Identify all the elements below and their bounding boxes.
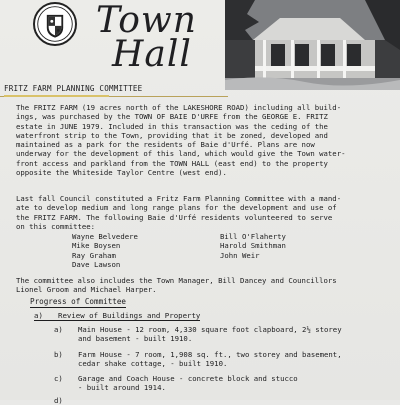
title-hall: Hall xyxy=(112,34,192,75)
committee-member: Dave Lawson xyxy=(72,259,121,269)
town-hall-photo xyxy=(225,0,400,90)
list-item-text: Farm House - 7 room, 1,908 sq. ft., two storey and basement, cedar shake cottage, - built 1910. xyxy=(78,350,342,369)
committee-member: Wayne Belvedere xyxy=(72,232,138,241)
committee-member: John Weir xyxy=(220,250,260,260)
section-heading: FRITZ FARM PLANNING COMMITTEE xyxy=(4,84,143,93)
list-item-text: Garage and Coach House - concrete block and stucco - built around 1914. xyxy=(78,374,298,393)
section-heading-highlight xyxy=(4,95,109,97)
paragraph-members: The committee also includes the Town Manager, Bill Dancey and Councillors Lionel Groom and Michael Harper. xyxy=(16,276,337,295)
list-item-label: a) xyxy=(54,325,63,334)
committee-names-left xyxy=(72,232,138,269)
progress-heading: Progress of Committee xyxy=(30,297,127,306)
committee-member: Mike Boysen xyxy=(72,241,121,251)
town-seal-logo xyxy=(33,2,77,46)
paragraph-purchase: The FRITZ FARM (19 acres north of the LAKESHORE ROAD) including all build- ings, was purchased by the TOWN OF BAIE D'URFE from the GEORGE E. FRITZ estate in JUNE 1979. Included in this transaction was the ceding of the waterfront strip to the Town, providing that it be zoned, developed and maintained as a park for the residents of Baie d'Urfé. Plans are now underway for the development of this land, which would give the Town water- front access and parkland from the TOWN HALL (east end) to the property opposite the Whiteside Taylor Centre (west end). xyxy=(16,103,346,178)
list-item-label: b) xyxy=(54,350,63,359)
list-item-label: d) xyxy=(54,396,63,405)
committee-member: Harold Smithman xyxy=(220,241,286,251)
review-letter: a) xyxy=(34,311,43,320)
paragraph-committee: Last fall Council constituted a Fritz Farm Planning Committee with a mand- ate to develop medium and long range plans for the development and use of the FRITZ FARM. The following Baie d'Urfé residents volunteered to serve on this committee: xyxy=(16,194,342,231)
committee-names-right xyxy=(220,232,286,260)
review-title: Review of Buildings and Property xyxy=(58,311,201,320)
list-item-label: c) xyxy=(54,374,63,383)
list-item-text: Main House - 12 room, 4,330 square foot clapboard, 2½ storey and basement - built 1910. xyxy=(78,325,342,344)
committee-member: Ray Graham xyxy=(72,250,116,260)
review-heading xyxy=(34,311,200,321)
committee-member: Bill O'Flaherty xyxy=(220,232,286,241)
title-town: Town xyxy=(96,0,197,41)
